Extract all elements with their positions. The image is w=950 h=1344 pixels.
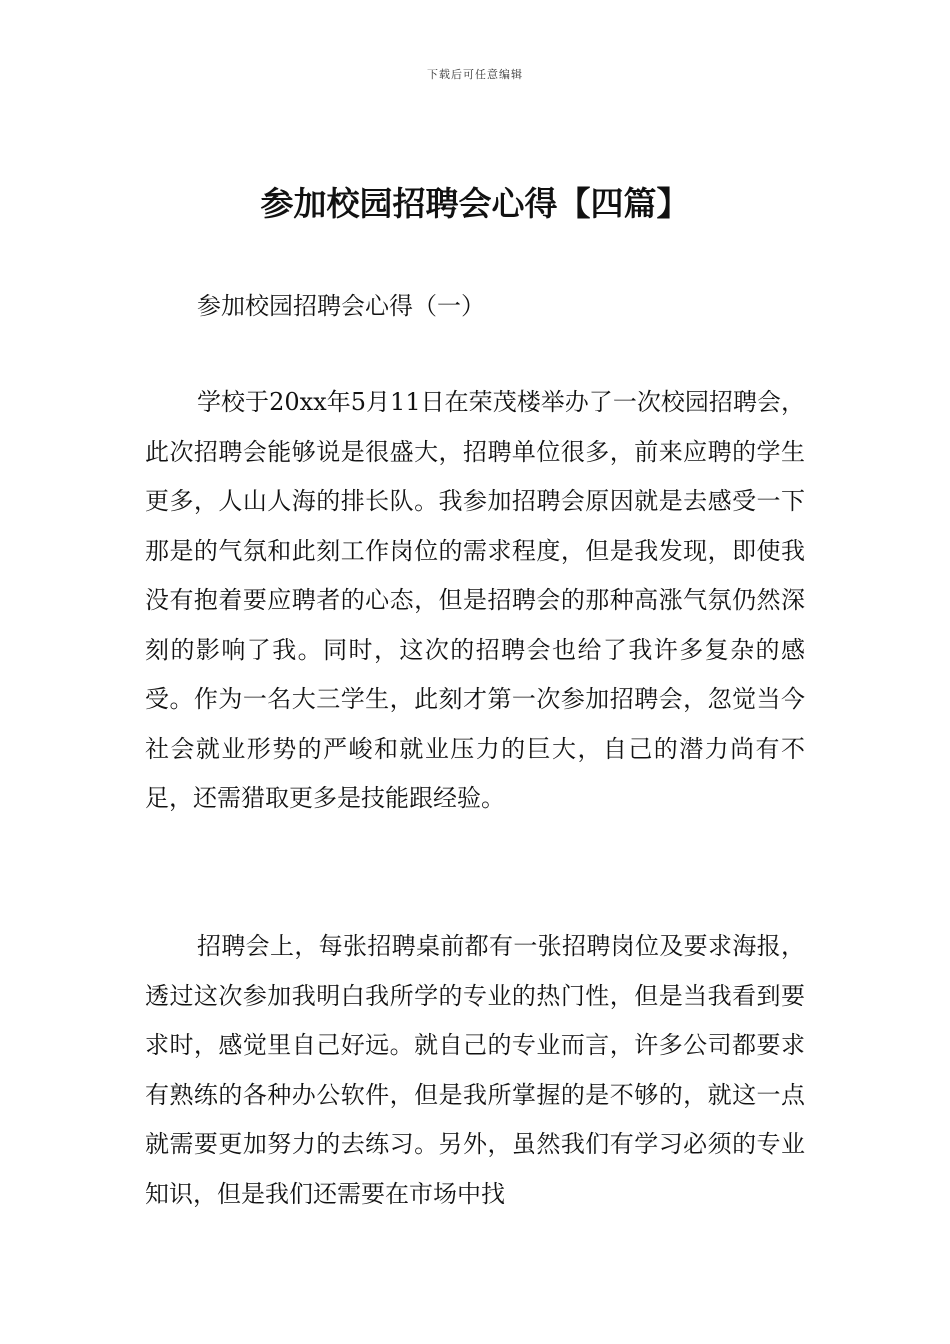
body-paragraph-2: 招聘会上，每张招聘桌前都有一张招聘岗位及要求海报，透过这次参加我明白我所学的专业的热门性，但是当我看到要求时，感觉里自己好远。就自己的专业而言，许多公司都要求有熟练的各种办公软件，但是我所掌握的是不够的，就这一点就需要更加努力的去练习。另外，虽然我们有学习必须的专业知识，但是我们还需要在市场中找	[145, 932, 805, 1208]
document-title: 参加校园招聘会心得【四篇】	[260, 184, 690, 223]
section-heading: 参加校园招聘会心得（一）	[197, 292, 485, 320]
header-note: 下载后可任意编辑	[427, 68, 523, 81]
body-paragraph-1: 学校于20xx年5月11日在荣茂楼举办了一次校园招聘会，此次招聘会能够说是很盛大，招聘单位很多，前来应聘的学生更多，人山人海的排长队。我参加招聘会原因就是去感受一下那是的气氛和此刻工作岗位的需求程度，但是我发现，即使我没有抱着要应聘者的心态，但是招聘会的那种高涨气氛仍然深刻的影响了我。同时，这次的招聘会也给了我许多复杂的感受。作为一名大三学生，此刻才第一次参加招聘会，忽觉当今社会就业形势的严峻和就业压力的巨大，自己的潜力尚有不足，还需猎取更多是技能跟经验。	[145, 388, 805, 812]
